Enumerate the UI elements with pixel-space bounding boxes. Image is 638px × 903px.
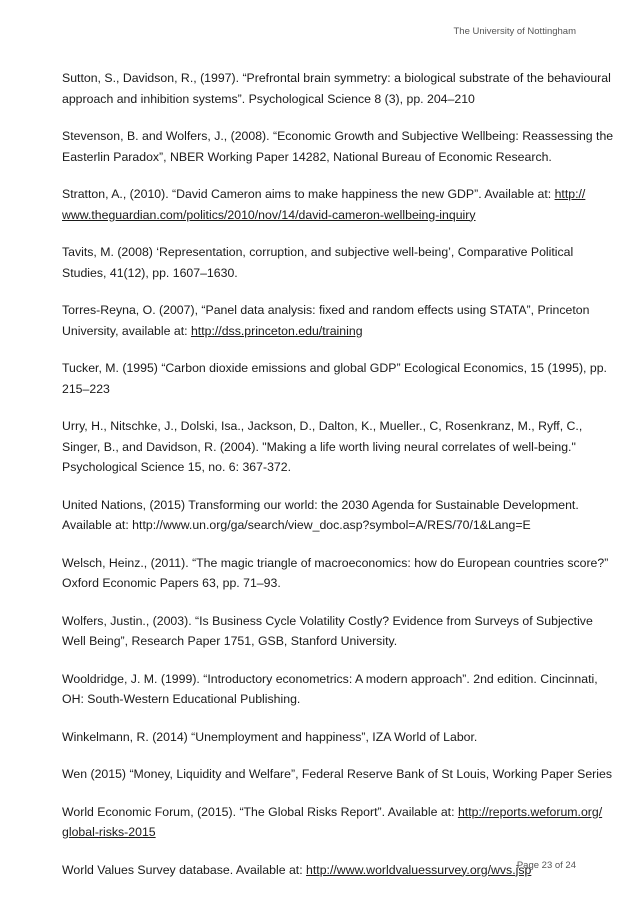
reference-line: Tavits, M. (2008) ‘Representation, corruption, and subjective well-being’, Comparative Political [62, 245, 574, 259]
reference-line: Urry, H., Nitschke, J., Dolski, Isa., Jackson, D., Dalton, K., Mueller., C, Rosenkranz, M., Ryff, C., [62, 419, 583, 433]
reference-line [62, 802, 603, 823]
reference-line [62, 321, 584, 342]
reference-line [62, 822, 584, 843]
page-number: Page 23 of 24 [516, 860, 576, 871]
reference-line: Available at: http://www.un.org/ga/search/view_doc.asp?symbol=A/RES/70/1&Lang=E [62, 518, 531, 532]
reference-line: Oxford Economic Papers 63, pp. 71–93. [62, 576, 281, 590]
reference-entry [62, 126, 614, 167]
reference-line: Torres-Reyna, O. (2007), “Panel data analysis: fixed and random effects using STATA”, Princeton [62, 303, 590, 317]
reference-text: World Values Survey database. Available at: [62, 862, 307, 877]
reference-entry [62, 727, 584, 748]
reference-link[interactable]: http://www.worldvaluessurvey.org/wvs.jsp [306, 862, 532, 877]
reference-link[interactable]: http://dss.princeton.edu/training [190, 323, 363, 338]
reference-entry [62, 611, 593, 652]
page-header: The University of Nottingham [453, 26, 576, 37]
reference-link[interactable]: http:// [554, 187, 586, 201]
reference-line: Well Being”, Research Paper 1751, GSB, Stanford University. [62, 634, 398, 648]
reference-line [62, 860, 584, 881]
reference-entry [62, 300, 590, 341]
reference-entry [62, 669, 598, 710]
reference-line [62, 184, 584, 205]
reference-line: approach and inhibition systems”. Psychological Science 8 (3), pp. 204–210 [62, 91, 475, 106]
reference-text: University, available at: [62, 323, 191, 338]
reference-line: 215–223 [62, 381, 110, 396]
reference-entry [62, 184, 584, 225]
reference-link[interactable]: http://reports.weforum.org/ [457, 804, 603, 819]
reference-entry [62, 495, 584, 536]
reference-line: Singer, B., and Davidson, R. (2004). "Making a life worth living neural correlates of well-being." [62, 439, 576, 454]
reference-line: Studies, 41(12), pp. 1607–1630. [62, 265, 238, 280]
reference-line: Tucker, M. (1995) “Carbon dioxide emissions and global GDP” Ecological Economics, 15 (1995), pp. [62, 361, 607, 375]
reference-line: Wooldridge, J. M. (1999). “Introductory econometrics: A modern approach”. 2nd edition. Cincinnati, [62, 671, 598, 686]
reference-line: Winkelmann, R. (2014) “Unemployment and happiness”, IZA World of Labor. [62, 729, 478, 744]
reference-line: Sutton, S., Davidson, R., (1997). “Prefrontal brain symmetry: a biological substrate of the behavioural [62, 71, 611, 85]
reference-text: World Economic Forum, (2015). “The Global Risks Report”. Available at: [62, 804, 458, 819]
reference-entry [62, 242, 584, 283]
reference-line: Stevenson, B. and Wolfers, J., (2008). “Economic Growth and Subjective Wellbeing: Reassessing the [62, 129, 614, 143]
reference-line [62, 205, 584, 226]
reference-list [62, 68, 614, 897]
reference-link[interactable]: global-risks-2015 [62, 825, 156, 839]
reference-entry [62, 764, 612, 785]
reference-line: OH: South-Western Educational Publishing. [62, 692, 301, 706]
reference-entry [62, 860, 584, 881]
reference-line: Wen (2015) “Money, Liquidity and Welfare”, Federal Reserve Bank of St Louis, Working Paper Series [62, 767, 612, 781]
reference-entry [62, 68, 611, 109]
reference-line: Welsch, Heinz., (2011). “The magic triangle of macroeconomics: how do European countries score?” [62, 555, 609, 570]
reference-line: Wolfers, Justin., (2003). “Is Business Cycle Volatility Costly? Evidence from Surveys of Subjective [62, 613, 593, 628]
reference-entry [62, 358, 607, 399]
reference-link[interactable]: www.theguardian.com/politics/2010/nov/14/david-cameron-wellbeing-inquiry [62, 207, 476, 222]
reference-entry [62, 802, 603, 843]
reference-entry [62, 553, 609, 594]
reference-entry [62, 416, 584, 478]
reference-text: Stratton, A., (2010). “David Cameron aims to make happiness the new GDP”. Available at: [62, 187, 555, 201]
reference-line: Easterlin Paradox”, NBER Working Paper 14282, National Bureau of Economic Research. [62, 149, 552, 164]
reference-line: United Nations, (2015) Transforming our world: the 2030 Agenda for Sustainable Development. [62, 497, 579, 512]
reference-line: Psychological Science 15, no. 6: 367-372. [62, 460, 292, 474]
